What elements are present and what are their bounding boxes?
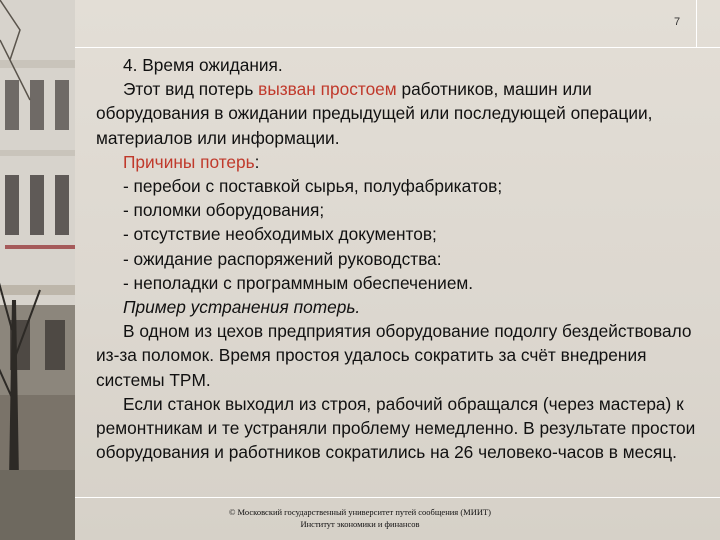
footer-copyright: © Московский государственный университет путей сообщения (МИИТ) <box>228 507 492 517</box>
cause-item: - ожидание распоряжений руководства: <box>123 248 442 269</box>
header-vertical-divider <box>696 0 697 48</box>
cause-item: - поломки оборудования; <box>123 200 325 221</box>
footer <box>150 506 570 530</box>
cause-item: - неполадки с программным обеспечением. <box>123 272 474 293</box>
causes-label: Причины потерь <box>123 151 255 172</box>
causes-colon: : <box>254 151 260 172</box>
example-label: Пример устранения потерь. <box>123 297 361 318</box>
slide-body <box>96 53 706 464</box>
cause-item: - перебои с поставкой сырья, полуфабрикатов; <box>123 176 503 197</box>
definition-highlight: вызван простоем <box>258 79 397 100</box>
header-divider <box>75 47 720 48</box>
example-paragraph-2: Если станок выходил из строя, рабочий обращался (через мастера) к ремонтникам и те устраняли проблему немедленно. В результате простои оборудования и работников сократились на 26 человеко-часов в месяц. <box>96 393 696 463</box>
footer-institute: Институт экономики и финансов <box>300 519 420 529</box>
definition-text-end: работников, машин или оборудования в ожидании предыдущей или последующей операции, материалов или информации. <box>96 79 653 148</box>
definition-paragraph <box>96 77 706 150</box>
section-heading: 4. Время ожидания. <box>123 55 283 75</box>
causes-heading <box>96 150 706 174</box>
footer-divider <box>75 497 720 498</box>
definition-text-start: Этот вид потерь <box>123 79 259 100</box>
cause-item: - отсутствие необходимых документов; <box>123 224 437 245</box>
page-number: 7 <box>674 16 681 28</box>
example-paragraph-1: В одном из цехов предприятия оборудование подолгу бездействовало из-за поломок. Время простоя удалось сократить за счёт внедрения системы TPM. <box>96 321 692 390</box>
